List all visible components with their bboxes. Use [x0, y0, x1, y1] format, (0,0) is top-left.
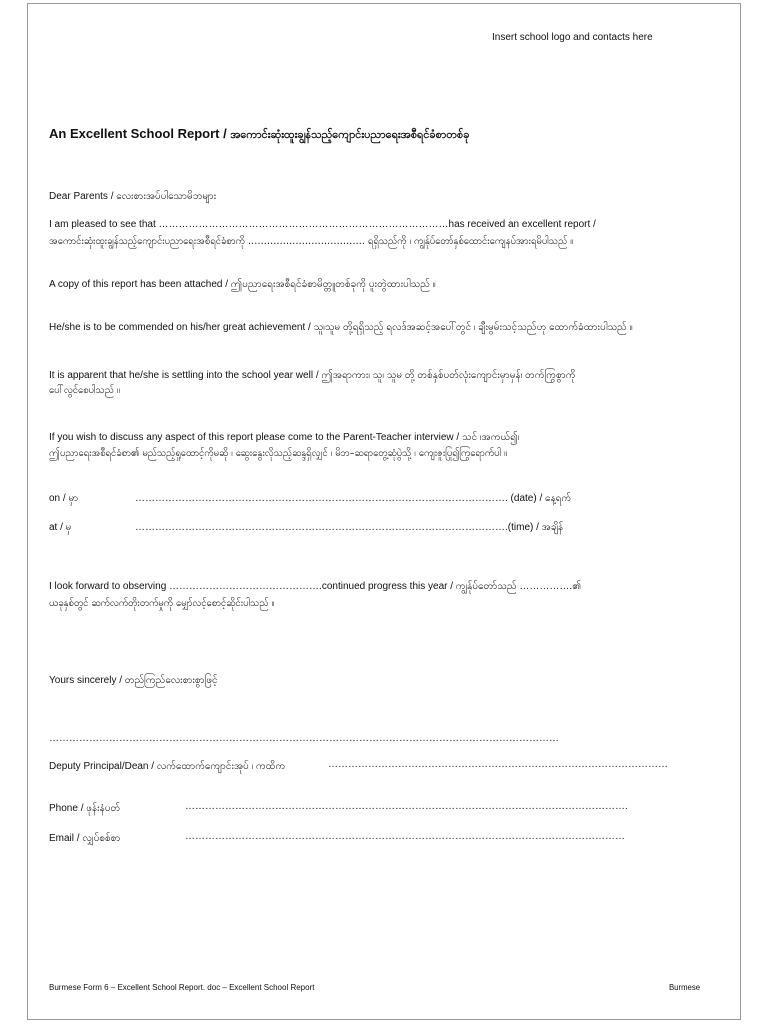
title-burmese: အကောင်းဆုံးထူးချွန်သည့်ကျောင်းပညာရေးအစီရင်ခံစာတစ်ခု: [230, 128, 470, 141]
page-title: [49, 126, 469, 144]
salutation: Dear Parents / လေးစားအပ်ပါသောမိဘများ: [49, 191, 217, 202]
email-label: Email / လျှပ်စစ်စာ: [49, 833, 121, 844]
document-page: [27, 3, 741, 1020]
para1-line2: အကောင်းဆုံးထူးချွန်သည့်ကျောင်းပညာရေးအစီရင်ခံစာကို ………………………………. ရရှိသည်ကို ၊ ကျွန်ုပ်တော်နှစ်ထောင်းကျေနပ်အားရမိပါသည် ။: [49, 236, 574, 247]
date-field: …………………………………………………………………………………………………. (date) / နေ့ရက်: [135, 493, 572, 504]
email-field: ……………………………………………………………………………………………………………………: [185, 831, 625, 842]
title-english: An Excellent School Report /: [49, 126, 231, 141]
signature-line: ………………………………………………………………………………………………………………………………………: [49, 733, 559, 744]
phone-field: …………………………………………………………………………………………………………………….: [185, 801, 628, 812]
para4-line1: It is apparent that he/she is settling into the school year well / ဤအရာကား၊ သူ၊ သူမ တို့ တစ်နှစ်ပတ်လုံးကျောင်းမှာမှန်၊ တက်ကြွစွာကို: [49, 370, 576, 381]
para6-line2: ယခုနှစ်တွင် ဆက်လက်တိုးတက်မှုကို မျှော်လင့်စောင့်ဆိုင်းပါသည် ။: [49, 598, 275, 609]
footer-right: Burmese: [669, 983, 701, 992]
at-label: at / မှ: [49, 522, 72, 533]
para5-line1: If you wish to discuss any aspect of this report please come to the Parent-Teacher interview / သင် ၊အကယ်၍၊: [49, 432, 520, 443]
para2: A copy of this report has been attached / ဤပညာရေးအစီရင်ခံစာမိတ္တူတစ်ခုကို ပူးတွဲထားပါသည် ။: [49, 279, 436, 290]
closing: Yours sincerely / တည်ကြည်လေးစားစွာဖြင့်: [49, 675, 218, 686]
para3: He/she is to be commended on his/her great achievement / သူ၊သူမ တို့ရရှိသည့် ရလဒ်အဆင့်အပေါ်တွင် ၊ ချီးမွမ်းသင့်သည်ဟု ထောက်ခံထားပါသည် ။: [49, 322, 633, 333]
para5-line2: ဤပညာရေးအစီရင်ခံစာ၏ မည်သည့်ရှုထောင့်ကိုမဆို ၊ ဆွေးနွေးလိုသည့်ဆန္ဒရှိလျှင် ၊ မိဘ–ဆရာတွေ့ဆုံပွဲသို့ ၊ ကျေးဇူးပြု၍ကြွရောက်ပါ ။: [49, 448, 508, 459]
phone-label: Phone / ဖုန်းနံပတ်: [49, 803, 121, 814]
logo-placeholder: Insert school logo and contacts here: [492, 32, 653, 43]
on-label: on / မှာ: [49, 493, 79, 504]
footer-left: Burmese Form 6 – Excellent School Report. doc – Excellent School Report: [49, 983, 315, 992]
time-field: ………………………………………………………………………………………………….(time) / အချိန်: [135, 522, 564, 533]
para4-line2: ပေါ်လွင်စေပါသည် ။: [49, 385, 120, 396]
para1-line1: I am pleased to see that ……………………………………………………………………………has received an excellent report /: [49, 219, 596, 230]
deputy-field: …………………………………………………………………………………………: [328, 759, 668, 770]
para6-line1: I look forward to observing ……………………………………….continued progress this year / ကျွန်ုပ်တော်သည် …………….၏: [49, 581, 582, 592]
deputy-label: Deputy Principal/Dean / လက်ထောက်ကျောင်းအုပ် ၊ ကထိက: [49, 761, 286, 772]
